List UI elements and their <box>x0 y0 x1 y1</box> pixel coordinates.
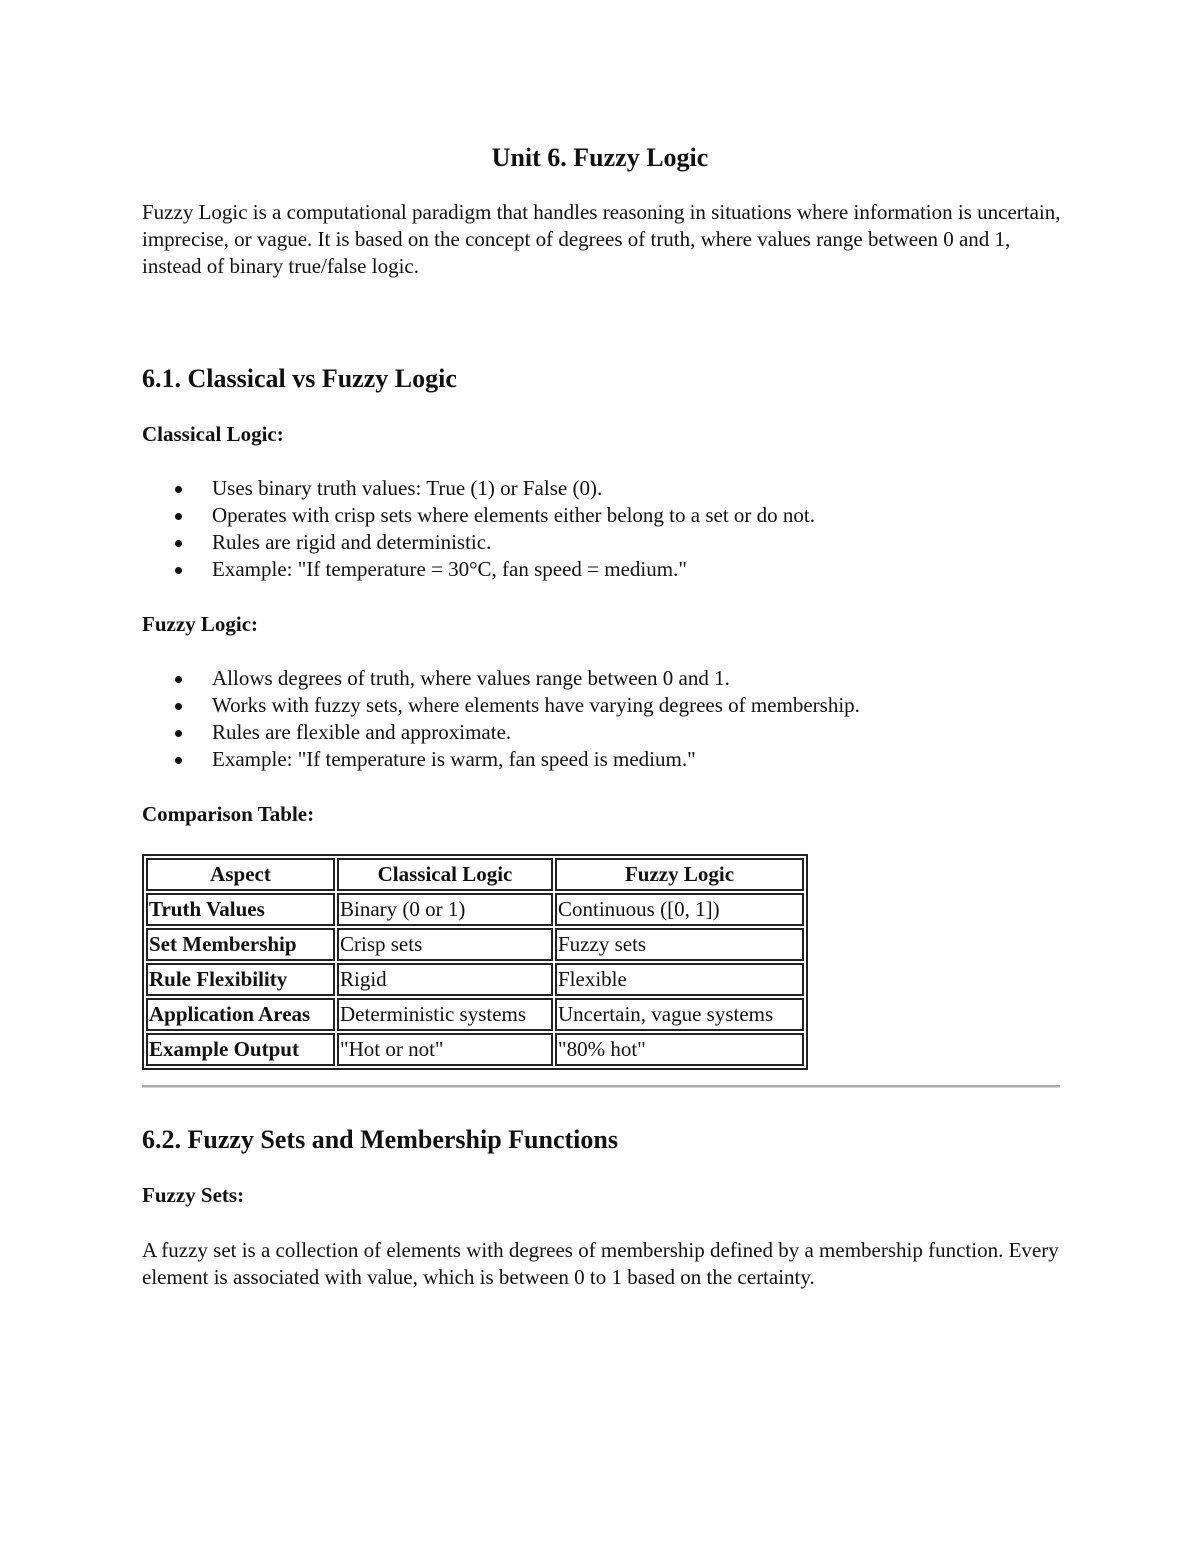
classical-logic-heading: Classical Logic: <box>142 422 284 446</box>
list-item <box>142 475 1062 502</box>
table-cell: Fuzzy sets <box>555 928 804 961</box>
table-row <box>146 893 804 926</box>
list-item-text: Rules are rigid and deterministic. <box>212 530 492 554</box>
column-header-aspect: Aspect <box>146 858 335 891</box>
table-cell: Rigid <box>337 963 553 996</box>
comparison-table <box>142 854 808 1070</box>
table-cell: "Hot or not" <box>337 1033 553 1066</box>
table-cell: Crisp sets <box>337 928 553 961</box>
list-item <box>142 719 1062 746</box>
fuzzy-sets-paragraph: A fuzzy set is a collection of elements with degrees of membership defined by a membership function. Every element is associated with value, which is between 0 to 1 based on the certainty. <box>142 1238 1059 1289</box>
table-cell: Continuous ([0, 1]) <box>555 893 804 926</box>
list-item-text: Works with fuzzy sets, where elements have varying degrees of membership. <box>212 693 860 717</box>
bullet-icon <box>175 513 182 520</box>
intro-paragraph: Fuzzy Logic is a computational paradigm that handles reasoning in situations where information is uncertain, imprecise, or vague. It is based on the concept of degrees of truth, where values range between 0 and 1, instead of binary true/false logic. <box>142 200 1061 278</box>
document-title: Unit 6. Fuzzy Logic <box>491 143 709 172</box>
list-item <box>142 556 1062 583</box>
fuzzy-sets-heading: Fuzzy Sets: <box>142 1183 245 1207</box>
horizontal-divider <box>142 1085 1060 1088</box>
table-cell: Flexible <box>555 963 804 996</box>
list-item <box>142 746 1062 773</box>
comparison-table-heading: Comparison Table: <box>142 802 315 826</box>
table-row <box>146 1033 804 1066</box>
list-item-text: Example: "If temperature is warm, fan speed is medium." <box>212 747 696 771</box>
list-item-text: Rules are flexible and approximate. <box>212 720 512 744</box>
list-item-text: Operates with crisp sets where elements either belong to a set or do not. <box>212 503 815 527</box>
section-6-2-heading: 6.2. Fuzzy Sets and Membership Functions <box>142 1125 618 1154</box>
list-item-text: Allows degrees of truth, where values range between 0 and 1. <box>212 666 730 690</box>
table-cell: Uncertain, vague systems <box>555 998 804 1031</box>
list-item <box>142 665 1062 692</box>
list-item <box>142 529 1062 556</box>
table-row <box>146 928 804 961</box>
bullet-icon <box>175 757 182 764</box>
list-item <box>142 502 1062 529</box>
table-cell: "80% hot" <box>555 1033 804 1066</box>
bullet-icon <box>175 676 182 683</box>
table-cell: Binary (0 or 1) <box>337 893 553 926</box>
bullet-icon <box>175 703 182 710</box>
table-row-header: Set Membership <box>146 928 335 961</box>
column-header-classical: Classical Logic <box>337 858 553 891</box>
fuzzy-logic-heading: Fuzzy Logic: <box>142 612 259 636</box>
bullet-icon <box>175 730 182 737</box>
list-item-text: Example: "If temperature = 30°C, fan speed = medium." <box>212 557 687 581</box>
table-row <box>146 963 804 996</box>
list-item <box>142 692 1062 719</box>
list-item-text: Uses binary truth values: True (1) or False (0). <box>212 476 603 500</box>
table-row-header: Truth Values <box>146 893 335 926</box>
table-cell: Deterministic systems <box>337 998 553 1031</box>
table-row <box>146 998 804 1031</box>
bullet-icon <box>175 567 182 574</box>
fuzzy-logic-list <box>142 665 1062 773</box>
table-header-row <box>146 858 804 891</box>
bullet-icon <box>175 486 182 493</box>
table-row-header: Rule Flexibility <box>146 963 335 996</box>
table-row-header: Example Output <box>146 1033 335 1066</box>
table-row-header: Application Areas <box>146 998 335 1031</box>
column-header-fuzzy: Fuzzy Logic <box>555 858 804 891</box>
section-6-1-heading: 6.1. Classical vs Fuzzy Logic <box>142 364 457 393</box>
classical-logic-list <box>142 475 1062 583</box>
bullet-icon <box>175 540 182 547</box>
